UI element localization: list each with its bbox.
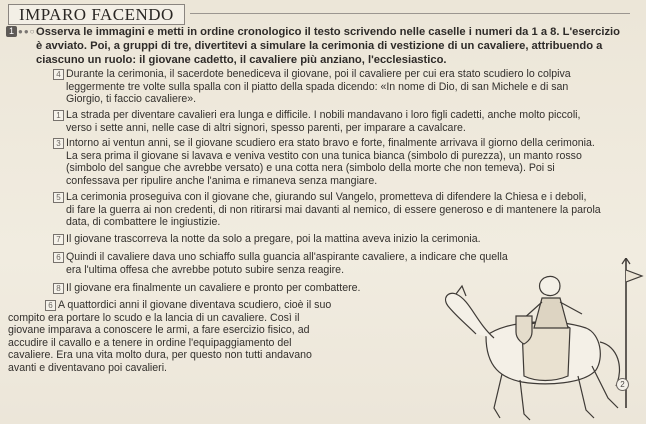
paragraph-8-line-2: compito era portare lo scudo e la lancia di un cavaliere. Così il bbox=[8, 311, 300, 324]
paragraph-7 bbox=[56, 282, 436, 295]
paragraph-8-line-3: giovane imparava a conoscere le armi, a fare esercizio fisico, ad bbox=[8, 324, 310, 337]
paragraph-3-line-1: Intorno ai ventun anni, se il giovane scudiero era stato bravo e forte, finalmente arrivava il giorno della cerimonia. bbox=[66, 137, 595, 149]
paragraph-2 bbox=[56, 109, 641, 134]
paragraph-6-line-1: Quindi il cavaliere dava uno schiaffo sulla guancia all'aspirante cavaliere, a indicare che quella bbox=[66, 251, 508, 263]
order-box-3[interactable]: 3 bbox=[53, 138, 64, 149]
order-box-4[interactable]: 5 bbox=[53, 192, 64, 203]
paragraph-4 bbox=[56, 191, 641, 229]
paragraph-3-line-4: confessava per ripulire anche l'anima e rimaneva senza mangiare. bbox=[66, 174, 378, 187]
intro-line-1: Osserva le immagini e metti in ordine cronologico il testo scrivendo nelle caselle i numeri da 1 a 8. L'esercizio bbox=[36, 26, 620, 38]
section-title: IMPARO FACENDO bbox=[8, 4, 185, 25]
paragraph-5-line-1: Il giovane trascorreva la notte da solo a pregare, poi la mattina aveva inizio la cerimonia. bbox=[66, 233, 481, 245]
difficulty-dots-icon: ●●○ bbox=[18, 27, 36, 36]
paragraph-4-line-1: La cerimonia proseguiva con il giovane che, giurando sul Vangelo, prometteva di difendere la Chiesa e i deboli, bbox=[66, 191, 587, 203]
order-box-6[interactable]: 6 bbox=[53, 252, 64, 263]
order-box-1[interactable]: 4 bbox=[53, 69, 64, 80]
intro-line-3: ciascuno un ruolo: il giovane cadetto, il cavaliere più anziano, l'ecclesiastico. bbox=[36, 54, 447, 66]
paragraph-2-line-1: La strada per diventare cavalieri era lunga e difficile. I nobili mandavano i loro figli cadetti, anche molto piccoli, bbox=[66, 109, 581, 121]
paragraph-3-line-3: (simbolo del sangue che avrebbe versato) e una cotta nera (simbolo della morte che non temeva). Poi si bbox=[66, 162, 555, 175]
exercise-number: 1 bbox=[6, 26, 17, 37]
paragraph-8-line-5: cavaliere. Era una vita molto dura, per questo non tutti andavano bbox=[8, 349, 312, 362]
paragraph-1-line-1: Durante la cerimonia, il sacerdote benediceva il giovane, poi il cavaliere per cui era stato scudiero lo colpiva bbox=[66, 68, 571, 80]
paragraph-4-line-3: data, di combattere le ingiustizie. bbox=[66, 216, 221, 229]
paragraph-8-line-1: A quattordici anni il giovane diventava scudiero, cioè il suo bbox=[58, 299, 332, 311]
paragraph-4-line-2: di fare la guerra ai non credenti, di non ritirarsi mai davanti al nemico, di essere generoso e di mantenere la parola bbox=[66, 203, 601, 216]
order-box-5[interactable]: 7 bbox=[53, 234, 64, 245]
paragraph-2-line-2: verso i sette anni, nelle case di altri signori, spesso parenti, per imparare a cavalcare. bbox=[66, 121, 466, 134]
order-box-2[interactable]: 1 bbox=[53, 110, 64, 121]
title-rule bbox=[190, 13, 630, 14]
paragraph-3 bbox=[56, 137, 641, 187]
paragraph-7-line-1: Il giovane era finalmente un cavaliere e pronto per combattere. bbox=[66, 282, 361, 294]
exercise-instructions bbox=[36, 25, 641, 67]
intro-line-2: è avviato. Poi, a gruppi di tre, divertitevi a simulare la cerimonia di vestizione di un cavaliere, attribuendo a bbox=[36, 40, 603, 52]
paragraph-1-line-2: leggermente tre volte sulla spalla con il piatto della spada dicendo: «In nome di Dio, di san Michele e di san bbox=[66, 80, 569, 93]
paragraph-5 bbox=[56, 233, 536, 246]
illustration-number-badge: 2 bbox=[616, 378, 629, 391]
paragraph-8 bbox=[8, 299, 428, 375]
paragraph-6-line-2: era l'ultima offesa che avrebbe potuto subire senza reagire. bbox=[66, 263, 345, 276]
knight-illustration bbox=[436, 258, 646, 424]
paragraph-8-line-6: avanti e diventavano poi cavalieri. bbox=[8, 361, 168, 374]
paragraph-1 bbox=[56, 68, 641, 106]
order-box-8[interactable]: 6 bbox=[45, 300, 56, 311]
order-box-7[interactable]: 8 bbox=[53, 283, 64, 294]
paragraph-3-line-2: La sera prima il giovane si lavava e veniva vestito con una tunica bianca (simbolo di purezza), un manto rosso bbox=[66, 149, 582, 162]
paragraph-1-line-3: Giorgio, ti faccio cavaliere». bbox=[66, 93, 197, 106]
paragraph-8-line-4: accudire il cavallo e a tenere in ordine l'equipaggiamento del bbox=[8, 336, 292, 349]
